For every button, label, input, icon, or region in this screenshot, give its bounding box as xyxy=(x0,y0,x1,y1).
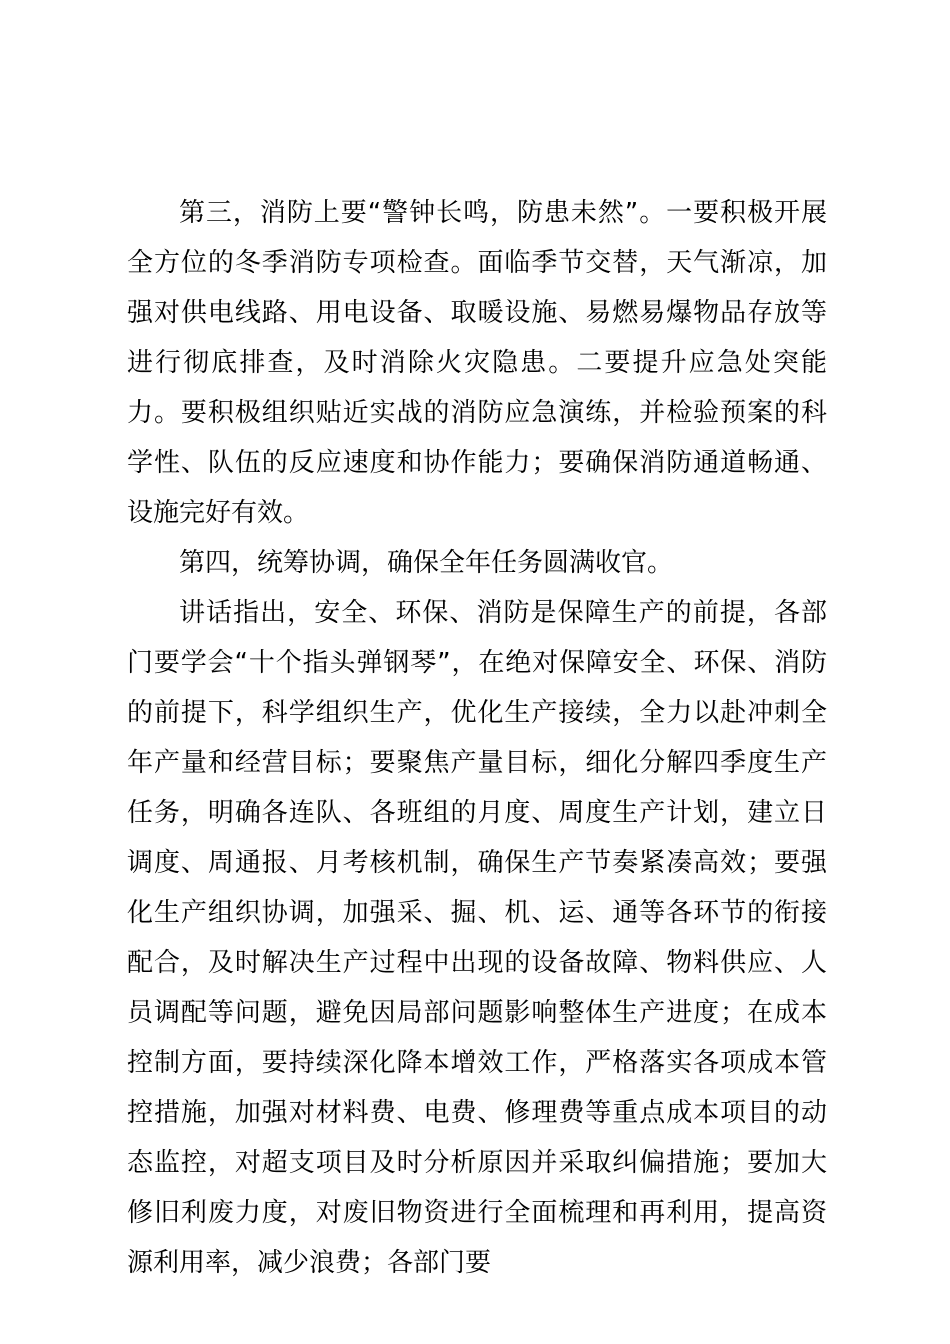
paragraph-speech-points: 讲话指出，安全、环保、消防是保障生产的前提，各部门要学会“十个指头弹钢琴”，在绝对保障安全、环保、消防的前提下，科学组织生产，优化生产接续，全力以赴冲刺全年产量和经营目标；要聚焦产量目标，细化分解四季度生产任务，明确各连队、各班组的月度、周度生产计划，建立日调度、周通报、月考核机制，确保生产节奏紧凑高效；要强化生产组织协调，加强采、掘、机、运、通等各环节的衔接配合，及时解决生产过程中出现的设备故障、物料供应、人员调配等问题，避免因局部问题影响整体生产进度；在成本控制方面，要持续深化降本增效工作，严格落实各项成本管控措施，加强对材料费、电费、修理费等重点成本项目的动态监控，对超支项目及时分析原因并采取纠偏措施；要加大修旧利废力度，对废旧物资进行全面梳理和再利用，提高资源利用率，减少浪费；各部门要 xyxy=(127,598,827,1278)
document-body xyxy=(127,188,827,1288)
paragraph-fire-safety: 第三，消防上要“警钟长鸣，防患未然”。一要积极开展全方位的冬季消防专项检查。面临季节交替，天气渐凉，加强对供电线路、用电设备、取暖设施、易燃易爆物品存放等进行彻底排查，及时消除火灾隐患。二要提升应急处突能力。要积极组织贴近实战的消防应急演练，并检验预案的科学性、队伍的反应速度和协作能力；要确保消防通道畅通、设施完好有效。 xyxy=(127,198,827,528)
paragraph-coordination-heading: 第四，统筹协调，确保全年任务圆满收官。 xyxy=(179,548,674,578)
